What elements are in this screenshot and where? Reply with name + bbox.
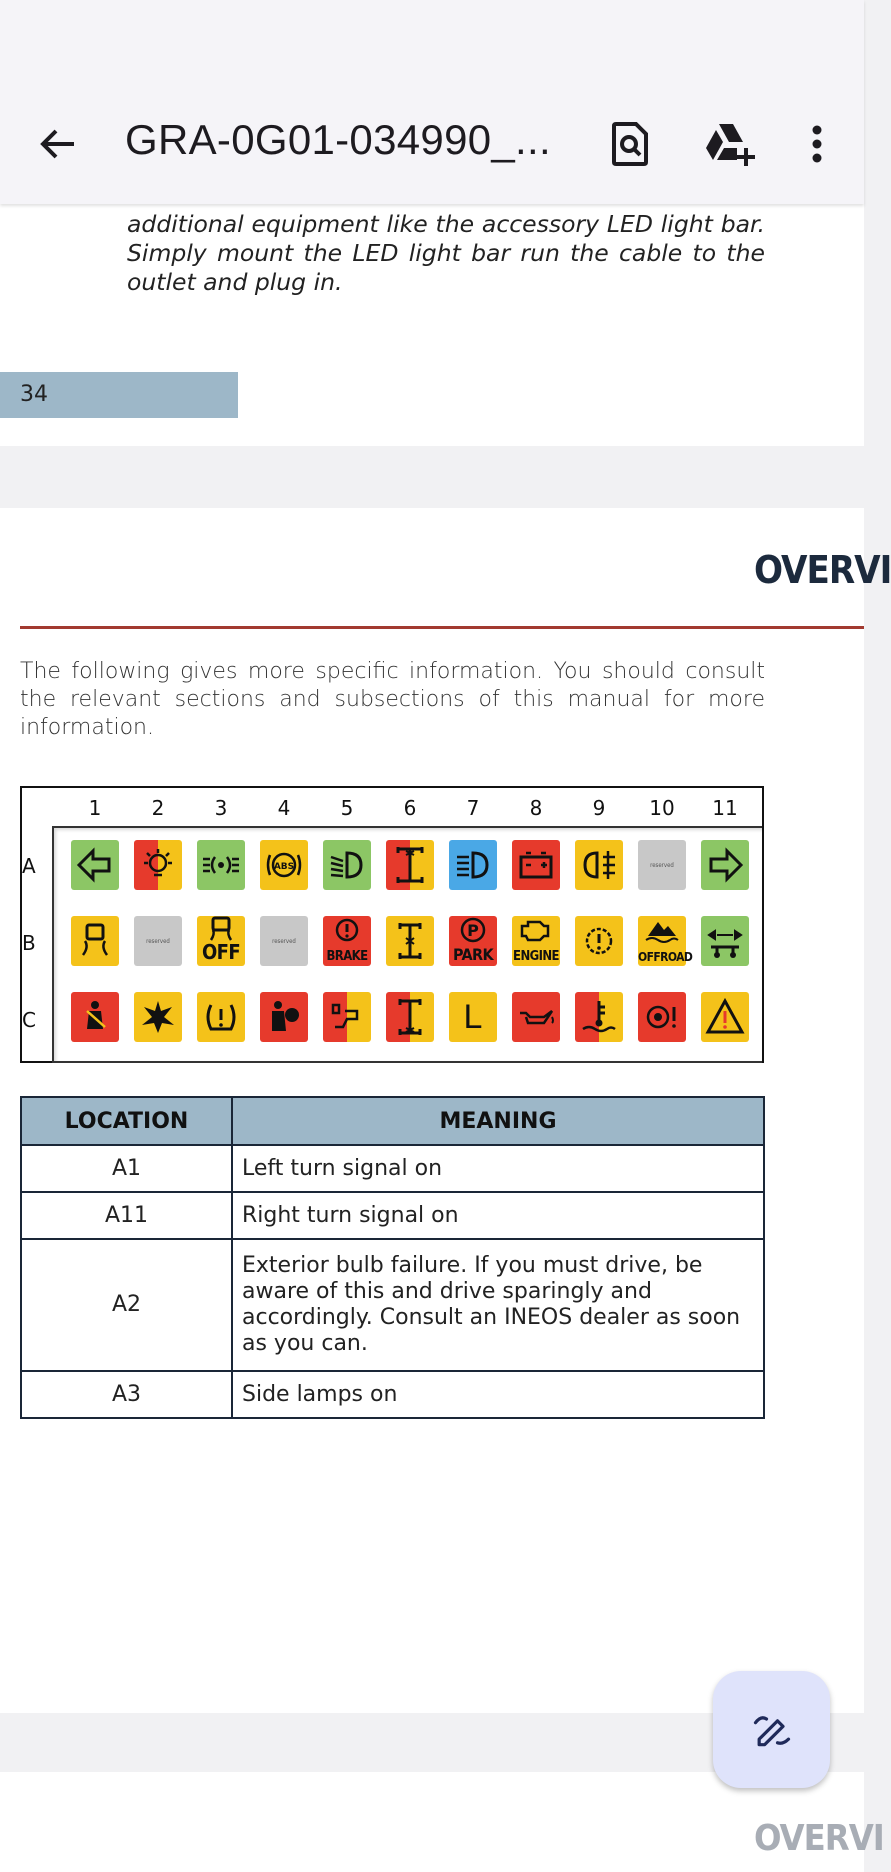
add-to-drive-button[interactable] xyxy=(703,118,755,170)
rear-differential-lock-icon xyxy=(386,992,434,1042)
section-heading: OVERVI xyxy=(754,548,891,592)
more-vertical-icon xyxy=(791,118,843,170)
pdf-page-35 xyxy=(0,508,891,1713)
section-heading: OVERVI xyxy=(754,1818,884,1859)
general-warning-icon xyxy=(701,992,749,1042)
left-turn-signal-icon xyxy=(71,840,119,890)
transmission-warning-icon xyxy=(575,916,623,966)
paragraph: additional equipment like the accessory LED light bar. Simply mount the LED light bar run the cable to the outlet and plug in. xyxy=(127,210,765,296)
meaning-cell: Side lamps on xyxy=(232,1371,764,1418)
reserved-slot xyxy=(638,840,686,890)
heading-rule xyxy=(20,626,864,629)
column-number: 10 xyxy=(649,796,675,820)
back-button[interactable] xyxy=(34,120,82,168)
low-range-label: L xyxy=(463,997,483,1036)
row-letter: B xyxy=(22,931,36,955)
warning-lights-grid xyxy=(20,786,764,1063)
right-turn-signal-icon xyxy=(701,840,749,890)
low-beam-icon xyxy=(323,840,371,890)
location-cell: A1 xyxy=(21,1145,232,1192)
app-bar xyxy=(0,0,864,204)
pdf-page-34 xyxy=(0,180,864,446)
column-number: 7 xyxy=(466,796,480,820)
column-number: 2 xyxy=(151,796,165,820)
find-in-document-icon xyxy=(604,118,656,170)
reserved-slot xyxy=(260,916,308,966)
table-row xyxy=(21,1371,764,1418)
find-in-document-button[interactable] xyxy=(604,118,656,170)
svg-text:ABS: ABS xyxy=(273,862,295,872)
meaning-header: MEANING xyxy=(232,1097,764,1145)
brake-label: BRAKE xyxy=(326,949,368,964)
edit-annotate-icon xyxy=(750,1708,794,1752)
meaning-cell: Left turn signal on xyxy=(232,1145,764,1192)
seatbelt-icon xyxy=(71,992,119,1042)
row-letter: C xyxy=(22,1008,36,1032)
table-row xyxy=(21,1192,764,1239)
oil-pressure-icon xyxy=(512,992,560,1042)
coolant-temperature-icon xyxy=(575,992,623,1042)
intro-text: The following gives more specific information. You should consult the relevant sections and subsections of this manual for more information. xyxy=(20,659,765,740)
column-number: 9 xyxy=(592,796,606,820)
drivetrain-icon xyxy=(386,916,434,966)
parking-brake-icon xyxy=(449,916,497,966)
engine-label: ENGINE xyxy=(513,949,559,964)
location-cell: A11 xyxy=(21,1192,232,1239)
meaning-cell: Exterior bulb failure. If you must drive, be aware of this and drive sparingly and accordingly. Consult an INEOS dealer as soon as you can. xyxy=(232,1239,764,1371)
low-range-icon xyxy=(449,992,497,1042)
annotate-button[interactable] xyxy=(713,1671,830,1788)
column-number: 4 xyxy=(277,796,291,820)
steering-fault-icon xyxy=(323,992,371,1042)
high-beam-icon xyxy=(449,840,497,890)
battery-icon xyxy=(512,840,560,890)
column-number: 3 xyxy=(214,796,228,820)
column-number: 6 xyxy=(403,796,417,820)
column-number: 11 xyxy=(712,796,738,820)
reserved-label: reserved xyxy=(272,937,296,945)
column-number: 8 xyxy=(529,796,543,820)
offroad-label: OFFROAD xyxy=(638,950,693,964)
abs-icon xyxy=(260,840,308,890)
table-row xyxy=(21,1145,764,1192)
off-label: OFF xyxy=(201,940,241,964)
tyre-pressure-icon xyxy=(197,992,245,1042)
rear-fog-lamp-icon xyxy=(575,840,623,890)
add-to-drive-icon xyxy=(703,118,755,170)
airbag-fault-icon xyxy=(134,992,182,1042)
bulb-failure-icon xyxy=(134,840,182,890)
stability-off-icon xyxy=(197,916,245,966)
check-engine-icon xyxy=(512,916,560,966)
svg-text:P: P xyxy=(467,921,479,940)
more-options-button[interactable] xyxy=(791,118,843,170)
locking-differential-icon xyxy=(386,840,434,890)
reserved-slot xyxy=(134,916,182,966)
offroad-mode-icon xyxy=(638,916,693,966)
arrow-left-icon xyxy=(34,120,82,168)
side-lamps-icon xyxy=(197,840,245,890)
trailer-icon xyxy=(701,916,749,966)
document-title: GRA-0G01-034990_... xyxy=(125,116,551,163)
table-header-row xyxy=(21,1097,764,1145)
airbag-icon xyxy=(260,992,308,1042)
location-cell: A2 xyxy=(21,1239,232,1371)
page-number: 34 xyxy=(0,372,238,418)
park-label: PARK xyxy=(452,945,494,964)
reserved-label: reserved xyxy=(146,937,170,945)
warning-lights-table xyxy=(20,1096,765,1419)
meaning-cell: Right turn signal on xyxy=(232,1192,764,1239)
location-cell: A3 xyxy=(21,1371,232,1418)
stability-control-icon xyxy=(71,916,119,966)
row-letter: A xyxy=(22,854,36,878)
reserved-label: reserved xyxy=(650,861,674,869)
table-row xyxy=(21,1239,764,1371)
column-number: 5 xyxy=(340,796,354,820)
column-number: 1 xyxy=(88,796,102,820)
brake-system-fault-icon xyxy=(638,992,686,1042)
location-header: LOCATION xyxy=(21,1097,232,1145)
brake-warning-icon xyxy=(323,916,371,966)
